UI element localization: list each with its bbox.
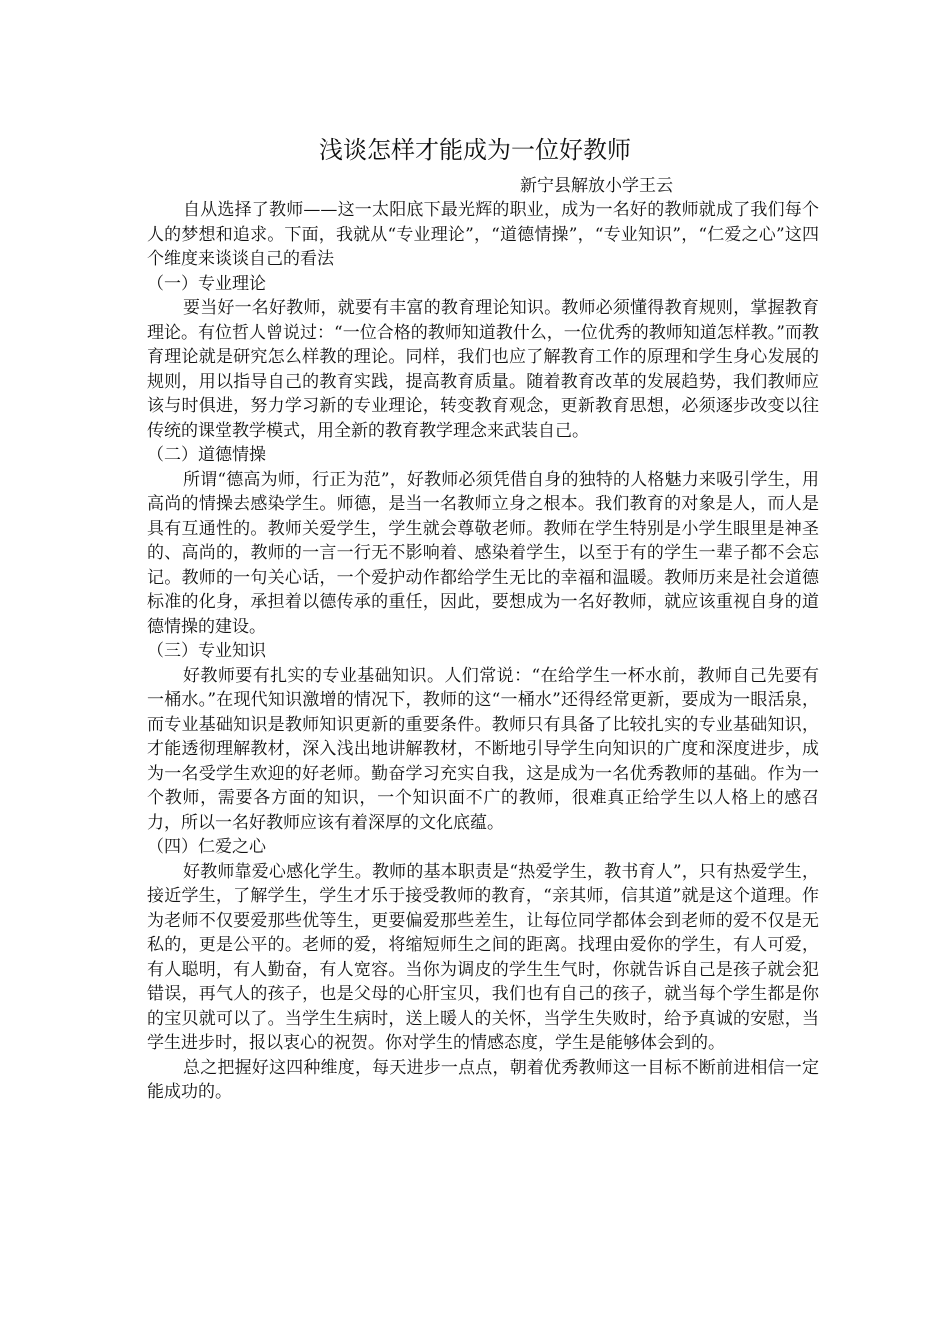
document-title: 浅谈怎样才能成为一位好教师 [319,136,631,164]
section-paragraph-4: 好教师靠爱心感化学生。教师的基本职责是“热爱学生，教书育人”，只有热爱学生，接近学生，了解学生，学生才乐于接受教师的教育，“亲其师，信其道”就是这个道理。作为老师不仅要爱那些优等生，更要偏爱那些差生，让每位同学都体会到老师的爱不仅是无私的，更是公平的。老师的爱，将缩短师生之间的距离。找理由爱你的学生，有人可爱，有人聪明，有人勤奋，有人宽容。当你为调皮的学生生气时，你就告诉自己是孩子就会犯错误，再气人的孩子，也是父母的心肝宝贝，我们也有自己的孩子，就当每个学生都是你的宝贝就可以了。当学生生病时，送上暖人的关怀，当学生失败时，给予真诚的安慰，当学生进步时，报以衷心的祝贺。你对学生的情感态度，学生是能够体会到的。 [147,861,819,1053]
section-paragraph-1: 要当好一名好教师，就要有丰富的教育理论知识。教师必须懂得教育规则，掌握教育理论。有位哲人曾说过：“一位合格的教师知道教什么，一位优秀的教师知道怎样教。”而教育理论就是研究怎么样教的理论。同样，我们也应了解教育工作的原理和学生身心发展的规则，用以指导自己的教育实践，提高教育质量。随着教育改革的发展趋势，我们教师应该与时俱进，努力学习新的专业理论，转变教育观念，更新教育思想，必须逐步改变以往传统的课堂教学模式，用全新的教育教学理念来武装自己。 [147,298,819,441]
intro-paragraph: 自从选择了教师——这一太阳底下最光辉的职业，成为一名好的教师就成了我们每个人的梦想和追求。下面，我就从“专业理论”，“道德情操”，“专业知识”，“仁爱之心”这四个维度来谈谈自己的看法 [147,200,819,269]
section-heading-3: （三）专业知识 [147,641,266,661]
document-body [147,198,819,1105]
section-paragraph-3: 好教师要有扎实的专业基础知识。人们常说：“在给学生一杯水前，教师自己先要有一桶水。”在现代知识激增的情况下，教师的这“一桶水”还得经常更新，要成为一眼活泉，而专业基础知识是教师知识更新的重要条件。教师只有具备了比较扎实的专业基础知识，才能透彻理解教材，深入浅出地讲解教材，不断地引导学生向知识的广度和深度进步，成为一名受学生欢迎的好老师。勤奋学习充实自我，这是成为一名优秀教师的基础。作为一个教师，需要各方面的知识，一个知识面不广的教师，很难真正给学生以人格上的感召力，所以一名好教师应该有着深厚的文化底蕴。 [147,665,819,833]
section-paragraph-2: 所谓“德高为师，行正为范”，好教师必须凭借自身的独特的人格魅力来吸引学生，用高尚的情操去感染学生。师德，是当一名教师立身之根本。我们教育的对象是人，而人是具有互通性的。教师关爱学生，学生就会尊敬老师。教师在学生特别是小学生眼里是神圣的、高尚的，教师的一言一行无不影响着、感染着学生，以至于有的学生一辈子都不会忘记。教师的一句关心话，一个爱护动作都给学生无比的幸福和温暖。教师历来是社会道德标准的化身，承担着以德传承的重任，因此，要想成为一名好教师，就应该重视自身的道德情操的建设。 [147,469,819,637]
section-heading-1: （一）专业理论 [147,273,266,294]
section-heading-2: （二）道德情操 [147,445,266,465]
author-line: 新宁县解放小学王云 [520,176,673,196]
section-heading-4: （四）仁爱之心 [147,837,266,857]
conclusion-paragraph: 总之把握好这四种维度，每天进步一点点，朝着优秀教师这一目标不断前进相信一定能成功的。 [147,1057,819,1102]
